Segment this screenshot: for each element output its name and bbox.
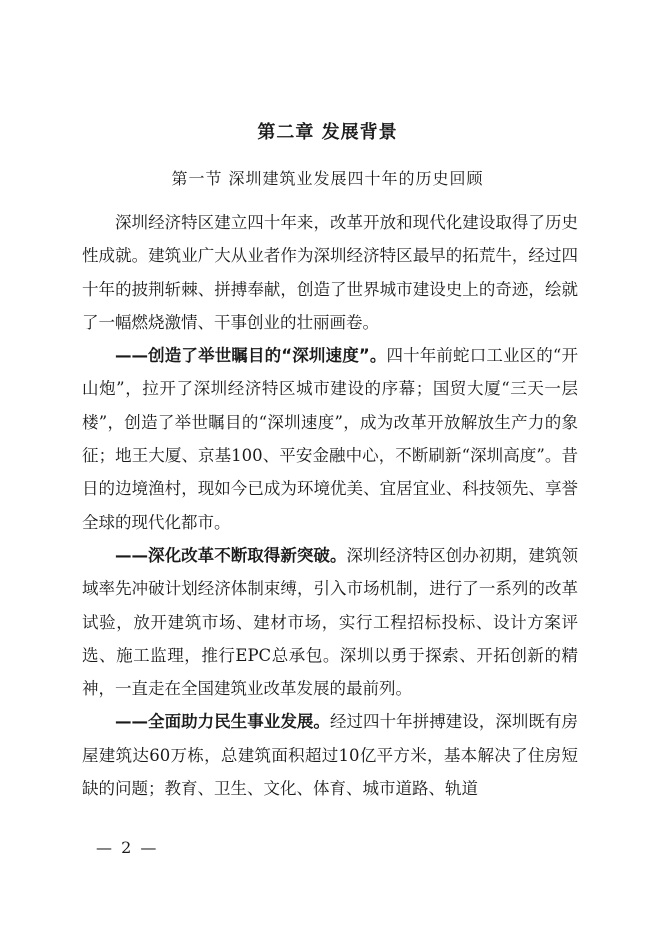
- section-title: 第一节 深圳建筑业发展四十年的历史回顾: [171, 169, 484, 188]
- paragraph-text: 深圳经济特区建立四十年来，改革开放和现代化建设取得了历史性成就。建筑业广大从业者作为深圳经济特区最早的拓荒牛，经过四十年的披荆斩棘、拼搏奉献，创造了世界城市建设史上的奇迹，绘就了一幅燃烧激情、干事创业的壮丽画卷。: [82, 213, 578, 332]
- body-text: [82, 206, 578, 805]
- paragraph-lead: ——深化改革不断取得新突破。: [115, 545, 347, 565]
- paragraph-livelihood: [82, 705, 578, 805]
- paragraph-reform: [82, 539, 578, 705]
- paragraph-text: 深圳经济特区创办初期，建筑领域率先冲破计划经济体制束缚，引入市场机制，进行了一系列的改革试验，放开建筑市场、建材市场，实行工程招标投标、设计方案评选、施工监理，推行EPC总承包。深圳以勇于探索、开拓创新的精神，一直走在全国建筑业改革发展的最前列。: [82, 545, 579, 699]
- paragraph-lead: ——创造了举世瞩目的“深圳速度”。: [115, 346, 387, 366]
- chapter-title: 第二章 发展背景: [257, 122, 398, 143]
- paragraph-shenzhen-speed: [82, 339, 578, 539]
- paragraph-text: 经过四十年拼搏建设，深圳既有房屋建筑达60万栋，总建筑面积超过10亿平方米，基本解决了住房短缺的问题；教育、卫生、文化、体育、城市道路、轨道: [82, 712, 579, 799]
- paragraph-intro: [82, 206, 578, 339]
- paragraph-lead: ——全面助力民生事业发展。: [115, 712, 330, 732]
- paragraph-text: 四十年前蛇口工业区的“开山炮”，拉开了深圳经济特区城市建设的序幕；国贸大厦“三天一层楼”，创造了举世瞩目的“深圳速度”，成为改革开放解放生产力的象征；地王大厦、京基100、平安金融中心，不断刷新“深圳高度”。昔日的边境渔村，现如今已成为环境优美、宜居宜业、科技领先、享誉全球的现代化都市。: [82, 346, 578, 532]
- page-number: — 2 —: [96, 838, 159, 857]
